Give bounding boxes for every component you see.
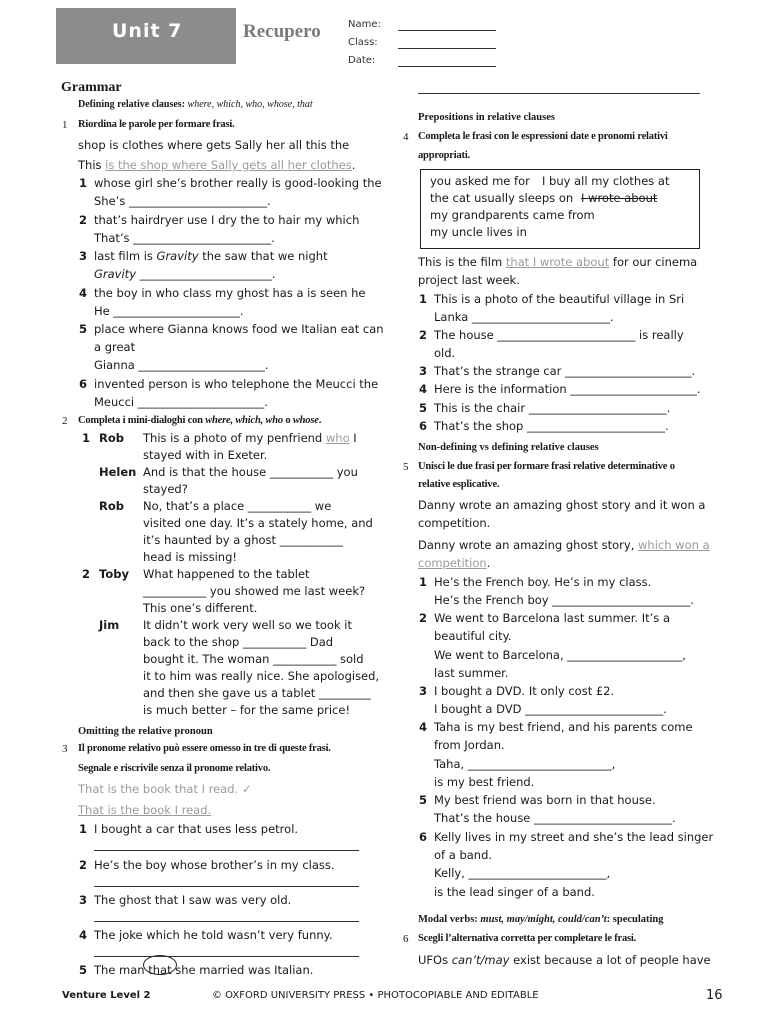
item-number: 2: [419, 328, 428, 342]
ex5-item: last summer.: [434, 666, 509, 680]
ex3-item: I bought a car that uses less petrol.: [94, 822, 299, 836]
ex5-item: My best friend was born in that house.: [434, 793, 656, 807]
ex3-example-answer: That is the book I read.: [78, 803, 212, 817]
ex3-instruction: Il pronome relativo può essere omesso in tre di queste frasi.: [78, 743, 331, 754]
ex3-instruction: Segnale e riscrivile senza il pronome relativo.: [78, 763, 271, 774]
dialogue-line: This is a photo of my penfriend who I: [143, 431, 357, 445]
item-number: 5: [79, 963, 88, 977]
ex5-instruction: relative esplicative.: [418, 479, 500, 490]
unit-title: Unit 7: [112, 20, 183, 42]
grammar-title: Grammar: [61, 80, 122, 95]
item-number: 5: [419, 401, 428, 415]
ex2-instruction: Completa i mini-dialoghi con where, which, who o whose.: [78, 415, 322, 426]
ex4-example: This is the film that I wrote about for our cinema: [418, 255, 698, 269]
exercise-number: 1: [62, 119, 68, 131]
ex1-item-answer[interactable]: Gianna ______________________.: [94, 358, 269, 372]
ex3-item: The joke which he told wasn’t very funny.: [94, 928, 333, 942]
dialogue-line: head is missing!: [143, 550, 237, 564]
answer-line[interactable]: [94, 921, 359, 922]
ex1-item-question: place where Gianna knows food we Italian eat can: [94, 322, 384, 336]
footer-copyright: © OXFORD UNIVERSITY PRESS • PHOTOCOPIABLE AND EDITABLE: [212, 990, 539, 1001]
ex4-item-answer[interactable]: That’s the shop ________________________.: [434, 419, 669, 433]
ex3-item: He’s the boy whose brother’s in my class.: [94, 858, 335, 872]
box-phrase: I buy all my clothes at: [542, 174, 670, 188]
dialogue-line[interactable]: back to the shop ___________ Dad: [143, 635, 334, 649]
ex5-item: Taha is my best friend, and his parents come: [434, 720, 693, 734]
item-number: 1: [419, 575, 428, 589]
ex4-instruction: Completa le frasi con le espressioni date e pronomi relativi: [418, 131, 668, 142]
ex5-item: of a band.: [434, 848, 493, 862]
dialogue-line: visited one day. It’s a stately home, and: [143, 516, 373, 530]
dialogue-line[interactable]: bought it. The woman ___________ sold: [143, 652, 364, 666]
answer-line[interactable]: [94, 886, 359, 887]
class-field[interactable]: [398, 48, 496, 49]
ex5-item-answer[interactable]: That’s the house ________________________.: [434, 811, 676, 825]
item-number: 3: [79, 249, 88, 263]
ex5-item: from Jordan.: [434, 738, 505, 752]
item-number: 1: [79, 176, 88, 190]
speaker: Helen: [99, 465, 137, 479]
dialogue-line: is much better – for the same price!: [143, 703, 351, 717]
item-number: 4: [419, 720, 428, 734]
ex1-item-question: last film is Gravity the saw that we night: [94, 249, 328, 263]
defining-heading: Defining relative clauses: where, which, who, whose, that: [78, 99, 313, 110]
circle-annotation-icon: [143, 955, 177, 975]
ex5-item: We went to Barcelona last summer. It’s a: [434, 611, 670, 625]
ex1-instruction: Riordina le parole per formare frasi.: [78, 119, 235, 130]
ex1-example-answer: This is the shop where Sally gets all her clothes.: [78, 158, 356, 172]
answer-line[interactable]: [94, 956, 359, 957]
exercise-number: 5: [403, 461, 409, 473]
box-phrase-used: I wrote about: [581, 191, 658, 205]
ex5-item: is my best friend.: [434, 775, 535, 789]
ex4-item-answer[interactable]: This is the chair ________________________.: [434, 401, 671, 415]
box-phrase: the cat usually sleeps on: [430, 191, 574, 205]
dialogue-line[interactable]: And is that the house ___________ you: [143, 465, 358, 479]
ex1-item-answer[interactable]: Gravity _______________________.: [94, 267, 276, 281]
item-number: 2: [419, 611, 428, 625]
item-number: 3: [79, 893, 88, 907]
item-number: 1: [79, 822, 88, 836]
ex1-item-answer[interactable]: Meucci ______________________.: [94, 395, 268, 409]
dialogue-line: stayed with in Exeter.: [143, 448, 268, 462]
ex5-item-answer[interactable]: I bought a DVD ________________________.: [434, 702, 667, 716]
ex3-item: The man that she married was Italian.: [94, 963, 314, 977]
ex4-item: This is a photo of the beautiful village in Sri: [434, 292, 685, 306]
word-box: [420, 169, 700, 249]
item-number: 5: [79, 322, 88, 336]
ex4-item-answer[interactable]: Lanka ________________________.: [434, 310, 614, 324]
section-title: Recupero: [243, 21, 321, 42]
dialogue-line[interactable]: No, that’s a place ___________ we: [143, 499, 332, 513]
ex4-instruction: appropriati.: [418, 150, 470, 161]
box-phrase: my uncle lives in: [430, 225, 527, 239]
exercise-number: 4: [403, 131, 409, 143]
ex5-item: Kelly lives in my street and she’s the lead singer: [434, 830, 714, 844]
ex5-item-answer[interactable]: Kelly, ________________________,: [434, 866, 611, 880]
dialogue-line: What happened to the tablet: [143, 567, 310, 581]
dialogue-line: it to him was really nice. She apologised,: [143, 669, 380, 683]
speaker: Toby: [99, 567, 129, 581]
item-number: 6: [419, 419, 428, 433]
speaker: Jim: [99, 618, 120, 632]
ex4-example-cont: project last week.: [418, 273, 520, 287]
ex3-item: The ghost that I saw was very old.: [94, 893, 292, 907]
item-number: 2: [79, 858, 88, 872]
ex4-item-answer[interactable]: The house ________________________ is really: [434, 328, 684, 342]
item-number: 4: [79, 928, 88, 942]
speaker: Rob: [99, 499, 124, 513]
prepositions-heading: Prepositions in relative clauses: [418, 112, 555, 123]
exercise-number: 2: [62, 415, 68, 427]
ex3-example: That is the book that I read. ✓: [78, 782, 252, 796]
ex5-item: He’s the French boy. He’s in my class.: [434, 575, 652, 589]
page-number: 16: [706, 988, 723, 1003]
ex4-item-answer[interactable]: That’s the strange car ______________________.: [434, 364, 696, 378]
ex4-item-answer[interactable]: Here is the information ______________________.: [434, 382, 701, 396]
ex1-item-answer[interactable]: He ______________________.: [94, 304, 244, 318]
date-field[interactable]: [398, 66, 496, 67]
ex5-item: beautiful city.: [434, 629, 512, 643]
modal-heading: Modal verbs: must, may/might, could/can’t: speculating: [418, 914, 664, 925]
footer-level: Venture Level 2: [62, 990, 151, 1001]
ex6-instruction: Scegli l’alternativa corretta per completare le frasi.: [418, 933, 637, 944]
ex6-example: UFOs can’t/may exist because a lot of people have: [418, 953, 711, 967]
answer-line[interactable]: [94, 850, 359, 851]
box-phrase: you asked me for: [430, 174, 530, 188]
answer-line[interactable]: [418, 93, 700, 94]
ex1-item-question: whose girl she’s brother really is good-looking the: [94, 176, 382, 190]
ex5-item-answer[interactable]: He’s the French boy ________________________.: [434, 593, 694, 607]
item-number: 4: [79, 286, 88, 300]
ex5-example-answer: Danny wrote an amazing ghost story, which won a: [418, 538, 710, 552]
item-number: 1: [419, 292, 428, 306]
exercise-number: 6: [403, 933, 409, 945]
ex5-item-answer[interactable]: Taha, _________________________,: [434, 757, 616, 771]
ex1-item-question: the boy in who class my ghost has a is seen he: [94, 286, 366, 300]
item-number: 2: [79, 213, 88, 227]
ex1-item-answer[interactable]: That’s ________________________.: [94, 231, 275, 245]
dialogue-line: It didn’t work very well so we took it: [143, 618, 352, 632]
ex5-item: is the lead singer of a band.: [434, 885, 595, 899]
box-phrase: my grandparents came from: [430, 208, 595, 222]
ex5-example-answer-cont: competition.: [418, 556, 491, 570]
item-number: 5: [419, 793, 428, 807]
dialogue-line[interactable]: ___________ you showed me last week?: [143, 584, 366, 598]
item-number: 6: [79, 377, 88, 391]
ex5-example-cont: competition.: [418, 516, 491, 530]
dialogue-line[interactable]: it’s haunted by a ghost ___________: [143, 533, 343, 547]
ex1-item-question: invented person is who telephone the Meucci the: [94, 377, 379, 391]
dialogue-line[interactable]: and then she gave us a tablet _________: [143, 686, 371, 700]
ex5-item-answer[interactable]: We went to Barcelona, ____________________,: [434, 648, 686, 662]
ex5-item: I bought a DVD. It only cost £2.: [434, 684, 615, 698]
ex5-instruction: Unisci le due frasi per formare frasi relative determinative o: [418, 461, 675, 472]
nondefining-heading: Non-defining vs defining relative clauses: [418, 442, 599, 453]
checkmark-icon: ✓: [241, 782, 252, 796]
ex1-example-question: shop is clothes where gets Sally her all this the: [78, 138, 350, 152]
ex1-item-answer[interactable]: She’s ________________________.: [94, 194, 271, 208]
omitting-heading: Omitting the relative pronoun: [78, 726, 213, 737]
item-number: 4: [419, 382, 428, 396]
item-number: 3: [419, 684, 428, 698]
class-label: Class:: [348, 37, 378, 48]
date-label: Date:: [348, 55, 376, 66]
dialogue-line: This one’s different.: [143, 601, 258, 615]
dialogue-line: stayed?: [143, 482, 188, 496]
dialogue-number: 2: [82, 567, 91, 581]
item-number: 3: [419, 364, 428, 378]
exercise-number: 3: [62, 743, 68, 755]
name-label: Name:: [348, 19, 381, 30]
ex5-example: Danny wrote an amazing ghost story and it won a: [418, 498, 706, 512]
ex1-item-question: that’s hairdryer use I dry the to hair my which: [94, 213, 360, 227]
ex4-item-cont: old.: [434, 346, 456, 360]
name-field[interactable]: [398, 30, 496, 31]
speaker: Rob: [99, 431, 124, 445]
ex1-item-question-cont: a great: [94, 340, 136, 354]
dialogue-number: 1: [82, 431, 91, 445]
item-number: 6: [419, 830, 428, 844]
